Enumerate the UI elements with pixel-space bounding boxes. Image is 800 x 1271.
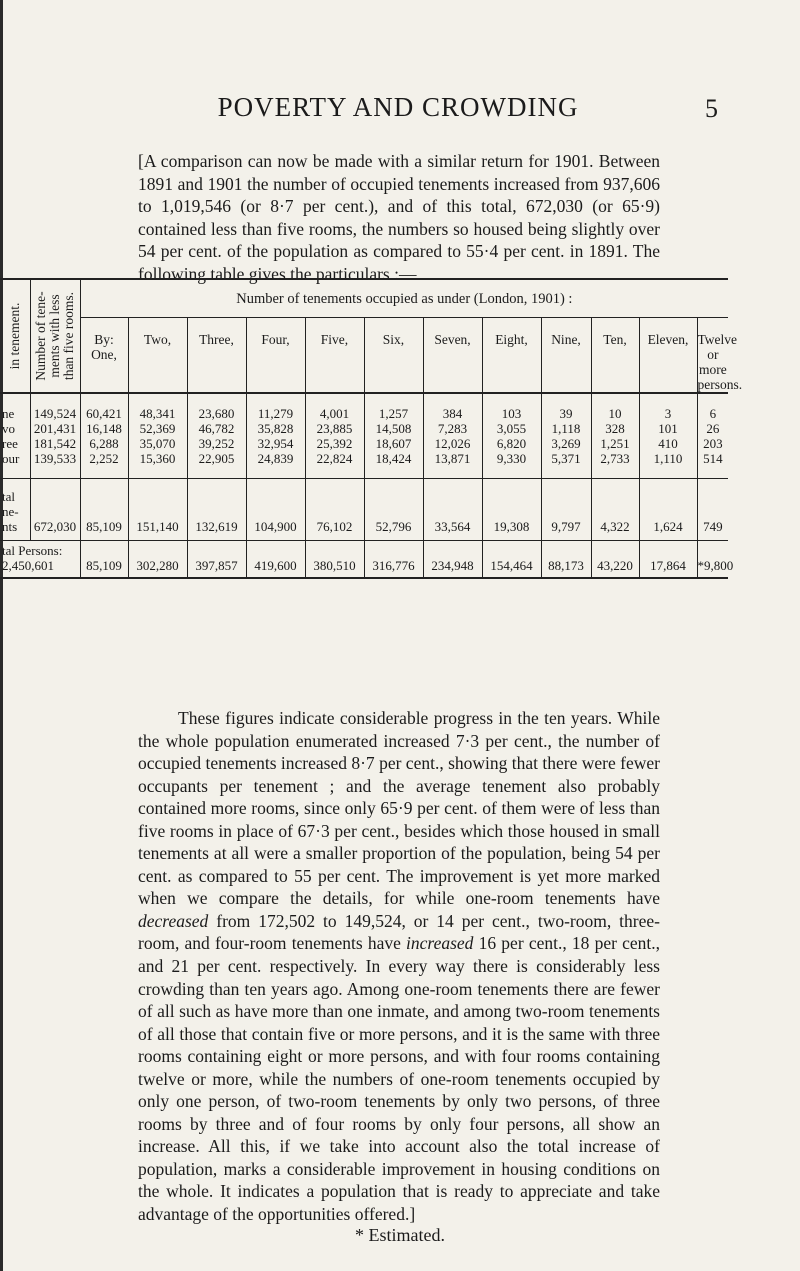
table-cell: 104,900 — [246, 479, 305, 541]
table-cell: 33,564 — [423, 479, 482, 541]
table-cell: 3 — [664, 406, 672, 421]
running-title: POVERTY AND CROWDING — [217, 92, 579, 122]
table-cell: 4,322 — [591, 479, 639, 541]
table-cell: 3,055 — [496, 421, 527, 436]
value-column — [364, 393, 423, 479]
table-cell: 384 — [442, 406, 463, 421]
table-cell: 9,330 — [496, 451, 527, 466]
table-cell: 22,824 — [316, 451, 353, 466]
room-count-header: in tenement. — [6, 302, 22, 370]
table-cell: 88,173 — [541, 541, 591, 579]
table-cell: 23,885 — [316, 421, 353, 436]
decreased-emphasis: decreased — [138, 910, 209, 931]
table-cell: 6 — [709, 406, 717, 421]
table-cell: 203 — [703, 436, 723, 451]
table-cell: 85,109 — [80, 541, 128, 579]
table-cell: *9,800 — [697, 541, 728, 579]
value-column — [187, 393, 246, 479]
table-row — [0, 393, 728, 479]
total-persons-label: tal Persons: — [2, 543, 63, 558]
table-cell: 25,392 — [316, 436, 353, 451]
table-cell: 749 — [697, 479, 728, 541]
tenement-total-header-cell — [30, 279, 80, 393]
value-column — [423, 393, 482, 479]
table-cell: 76,102 — [305, 479, 364, 541]
column-header: Eleven, — [639, 318, 697, 394]
table-cell: 1,251 — [600, 436, 630, 451]
table-cell: 1,257 — [378, 406, 409, 421]
footnote: * Estimated. — [355, 1225, 445, 1245]
page-number: 5 — [705, 94, 718, 123]
table-cell: our — [2, 451, 20, 466]
table-cell: 39 — [559, 406, 573, 421]
discussion-paragraph: These figures indicate considerable progress in the ten years. While the whole population enumerated increased 7·3 per cent., the number of occupied tenements increased 8·7 per cent., showing that there were fewer occupants per tenement ; and the average tenement also probably contained more rooms, since only 65·9 per cent. of them were of less than five rooms in place of 67·3 per cent., besides which those housed in small tenements at all were a smaller proportion of the population, being 54 per cent. as compared to 55 per cent. The improvement is yet more marked when we compare the details, for while one-room tenements have decreased from 172,502 to 149,524, or 14 per cent., two-room, three-room, and four-room tenements have increased 16 per cent., 18 per cent., and 21 per cent. respectively. In every way there is considerably less crowding than ten years ago. Among one-room tenements there are fewer of all such as have more than one inmate, and among two-room tenements of all those that contain five or more persons, and it is the same with three rooms containing eight or more persons, and with four rooms containing twelve or more, while the numbers of one-room tenements occupied by only one person, of two-room tenements by only two persons, of three rooms by three and of four rooms by only four persons, all show an increase. All this, if we take into account also the total increase of population, marks a considerable improvement in housing conditions on the whole. It indicates a population that is ready to appreciate and take advantage of the opportunities offered.] — [138, 708, 661, 1225]
total-persons-label-cell — [0, 541, 80, 579]
table-cell: 9,797 — [541, 479, 591, 541]
table-cell: 419,600 — [246, 541, 305, 579]
value-column — [541, 393, 591, 479]
table-cell: 1,624 — [639, 479, 697, 541]
table-cell: 18,424 — [375, 451, 412, 466]
table-body — [0, 393, 734, 578]
value-column — [128, 393, 187, 479]
column-header: Four, — [246, 318, 305, 394]
tenement-total-header: Number of tene- ments with less than five rooms. — [33, 291, 76, 381]
table-cell: 397,857 — [187, 541, 246, 579]
room-count-labels — [0, 393, 30, 479]
table-cell: 52,796 — [364, 479, 423, 541]
table-cell: 2,733 — [600, 451, 630, 466]
total-persons-row — [0, 541, 728, 579]
table-cell: 328 — [605, 421, 625, 436]
table-cell: 380,510 — [305, 541, 364, 579]
table-cell: 26 — [706, 421, 720, 436]
column-header: Six, — [364, 318, 423, 394]
value-column — [697, 393, 728, 479]
table-cell: 316,776 — [364, 541, 423, 579]
table-cell: 14,508 — [375, 421, 412, 436]
table-cell: 410 — [658, 436, 678, 451]
total-persons-value: 2,450,601 — [2, 558, 54, 573]
table-cell: 19,308 — [482, 479, 541, 541]
column-header: Nine, — [541, 318, 591, 394]
table-cell: 85,109 — [80, 479, 128, 541]
page-gutter-edge — [0, 0, 3, 1271]
table-cell: 101 — [658, 421, 678, 436]
value-column — [482, 393, 541, 479]
table-cell: 149,524 — [33, 406, 77, 421]
table-cell: 234,948 — [423, 541, 482, 579]
column-header: Seven, — [423, 318, 482, 394]
table-cell: 181,542 — [33, 436, 77, 451]
table-cell: 3,269 — [551, 436, 581, 451]
table-cell: 35,070 — [139, 436, 176, 451]
table-cell: 16,148 — [86, 421, 122, 436]
column-header: Ten, — [591, 318, 639, 394]
discussion-text — [138, 707, 660, 1226]
value-column — [639, 393, 697, 479]
table-cell: 13,871 — [434, 451, 471, 466]
table-cell: 103 — [501, 406, 522, 421]
table-cell: 12,026 — [434, 436, 471, 451]
table-cell: 24,839 — [257, 451, 294, 466]
table-cell: 35,828 — [257, 421, 294, 436]
room-count-header-cell — [0, 279, 30, 393]
table-cell: 10 — [608, 406, 622, 421]
table-cell: 201,431 — [33, 421, 77, 436]
table-cell: 302,280 — [128, 541, 187, 579]
column-header: Three, — [187, 318, 246, 394]
intro-paragraph: [A comparison can now be made with a similar return for 1901. Between 1891 and 1901 the number of occupied tenements increased from 937,606 to 1,019,546 (or 8·7 per cent.), and of this total, 672,030 (or 65·9) contained less than five rooms, the numbers so housed being slightly over 54 per cent. of the population as compared to 55·4 per cent. in 1891. The following table gives the particulars :— — [138, 151, 660, 284]
value-column — [246, 393, 305, 479]
table-cell: 15,360 — [139, 451, 176, 466]
column-header: Five, — [305, 318, 364, 394]
table-cell: 2,252 — [89, 451, 119, 466]
column-header: By: One, — [80, 318, 128, 394]
table-cell: 7,283 — [437, 421, 468, 436]
table-cell: 514 — [703, 451, 723, 466]
value-column — [80, 393, 128, 479]
increased-emphasis: increased — [406, 933, 474, 954]
table-cell: 154,464 — [482, 541, 541, 579]
table-cell: 6,288 — [89, 436, 119, 451]
table-cell: 1,118 — [551, 421, 581, 436]
table-cell: 43,220 — [591, 541, 639, 579]
tenement-occupancy-table — [0, 278, 743, 579]
table-cell: 132,619 — [187, 479, 246, 541]
table-cell: 151,140 — [128, 479, 187, 541]
table-cell: 32,954 — [257, 436, 294, 451]
total-tenements-label: tal ne- nts — [0, 479, 30, 541]
table-cell: 18,607 — [375, 436, 412, 451]
total-tenements-value: 672,030 — [30, 479, 80, 541]
tenement-totals — [30, 393, 80, 479]
table-cell: 1,110 — [653, 451, 683, 466]
table-cell: 23,680 — [198, 406, 235, 421]
table-cell: 17,864 — [639, 541, 697, 579]
value-column — [591, 393, 639, 479]
table-cell: 22,905 — [198, 451, 235, 466]
table-cell: 48,341 — [139, 406, 176, 421]
table-cell: vo — [2, 421, 15, 436]
table-cell: 39,252 — [198, 436, 235, 451]
table-cell: ree — [2, 436, 18, 451]
table-cell: 139,533 — [33, 451, 77, 466]
table-cell: 6,820 — [496, 436, 527, 451]
column-header: Twelve or more persons. — [697, 318, 728, 394]
column-header-row — [0, 318, 728, 394]
table-cell: 46,782 — [198, 421, 235, 436]
table-cell: 4,001 — [319, 406, 350, 421]
column-header: Eight, — [482, 318, 541, 394]
table-cell: 60,421 — [86, 406, 122, 421]
column-header: Two, — [128, 318, 187, 394]
table-cell: 11,279 — [257, 406, 294, 421]
table-cell: 52,369 — [139, 421, 176, 436]
table-cell: 5,371 — [551, 451, 581, 466]
value-column — [305, 393, 364, 479]
group-header: Number of tenements occupied as under (London, 1901) : — [80, 279, 728, 318]
table-cell: ne — [2, 406, 15, 421]
total-tenements-row — [0, 479, 728, 541]
